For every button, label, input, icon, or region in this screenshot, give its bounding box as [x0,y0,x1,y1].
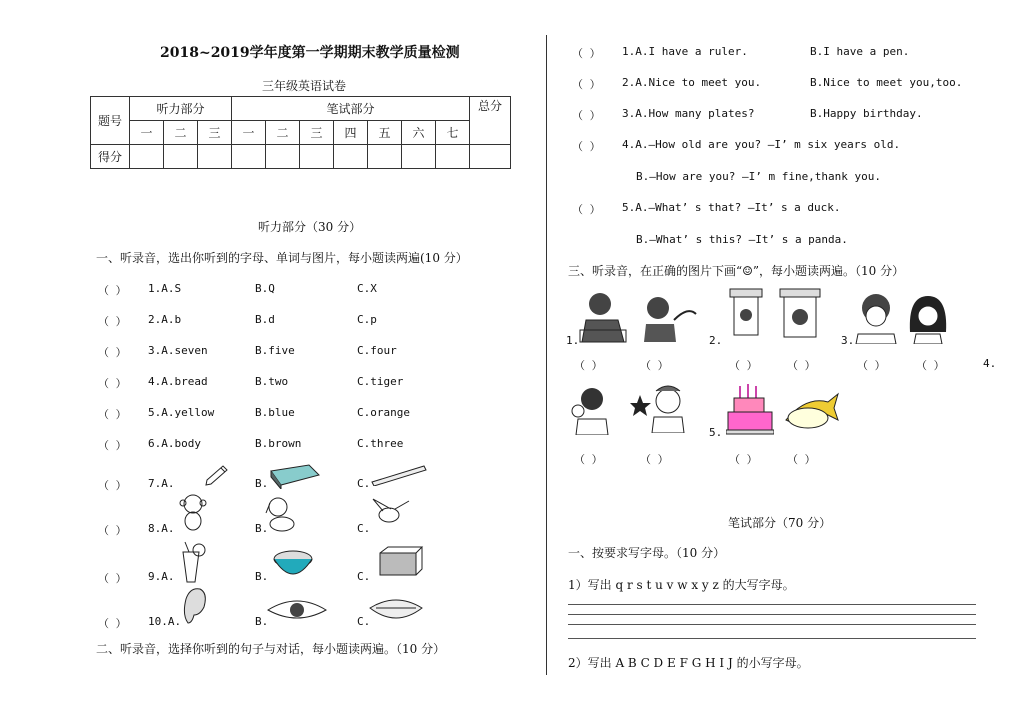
option-c: C. [357,570,371,583]
answer-blank[interactable]: （ ） [98,439,127,452]
birthday-cake-icon [726,382,774,436]
option-a: 8.A. [148,522,175,535]
option-a: 4.A.—How old are you? —I’ m six years old. [622,138,901,151]
option-a: 1.A.S [148,282,182,295]
answer-blank[interactable]: （ ） [98,524,127,537]
writing-title: 笔试部分（70 分） [728,516,832,530]
girl-smiling-icon [906,292,950,344]
score-col: 五 [368,121,402,145]
score-table-writing: 笔试部分 [232,97,470,121]
pic-label: 1. [566,334,580,347]
option-c: C.three [357,437,404,450]
mouth-icon [368,594,424,626]
option-a: 10.A. [148,615,182,628]
smiley-answer-blank[interactable]: （ ） [640,453,669,466]
rice-icon [272,549,314,579]
option-c: C. [357,615,371,628]
part2-title: 二、听录音，选择你听到的句子与对话，每小题读两遍。（10 分） [96,642,446,656]
smiley-answer-blank[interactable]: （ ） [916,359,945,372]
option-a: 4.A.bread [148,375,208,388]
boy-writing-icon [578,290,628,344]
answer-blank[interactable]: （ ） [98,315,127,328]
smiley-answer-blank[interactable]: （ ） [574,359,603,372]
score-cell[interactable] [232,145,266,169]
answer-blank[interactable]: （ ） [572,203,601,216]
answer-blank[interactable]: （ ） [98,284,127,297]
ear-icon [180,585,208,627]
bird-icon [369,497,411,527]
boy-waving-icon [640,290,700,344]
score-col: 六 [402,121,436,145]
score-cell[interactable] [300,145,334,169]
option-a: 7.A. [148,477,175,490]
option-b: B.blue [255,406,295,419]
option-b: B.five [255,344,295,357]
girl-at-door-icon [726,287,766,337]
option-c: C. [357,522,371,535]
writing-q2: 2）写出 A B C D E F G H I J 的小写字母。 [568,656,809,670]
score-row-label: 得分 [91,145,130,169]
page-title: 2018~2019学年度第一学期期末教学质量检测 [160,45,460,61]
score-cell[interactable] [164,145,198,169]
answer-blank[interactable]: （ ） [572,78,601,91]
answer-blank[interactable]: （ ） [572,140,601,153]
answer-blank[interactable]: （ ） [98,408,127,421]
part1-title: 一、听录音，选出你听到的字母、单词与图片，每小题读两遍(10 分） [96,251,468,265]
option-c: C.orange [357,406,410,419]
smiley-answer-blank[interactable]: （ ） [857,359,886,372]
option-b: B.brown [255,437,302,450]
fish-icon [782,390,840,434]
option-b: B.Happy birthday. [810,107,923,120]
writing-line[interactable] [568,614,976,615]
boy-eating-icon [570,385,612,435]
writing-line[interactable] [568,604,976,605]
option-a: 9.A. [148,570,175,583]
bread-icon [374,545,424,579]
option-b: B.—What’ s this? —It’ s a panda. [636,233,848,246]
page-subtitle: 三年级英语试卷 [262,79,347,93]
score-col: 一 [130,121,164,145]
option-b: B. [255,615,269,628]
smiley-answer-blank[interactable]: （ ） [787,453,816,466]
boy-with-star-icon [630,383,686,433]
option-b: B.—How are you? —I’ m fine,thank you. [636,170,882,183]
option-a: 3.A.seven [148,344,208,357]
option-b: B.Q [255,282,275,295]
score-col: 四 [334,121,368,145]
option-b: B. [255,477,269,490]
listening-title: 听力部分（30 分） [258,220,362,234]
score-cell[interactable] [436,145,470,169]
boy-smiling-icon [852,290,902,344]
writing-line[interactable] [568,638,976,639]
ruler-icon [370,464,428,486]
answer-blank[interactable]: （ ） [98,572,127,585]
score-cell[interactable] [130,145,164,169]
option-c: C.tiger [357,375,404,388]
option-a: 5.A.yellow [148,406,215,419]
option-b: B. [255,570,269,583]
score-cell[interactable] [368,145,402,169]
score-col: 一 [232,121,266,145]
option-b: B.I have a pen. [810,45,910,58]
score-table-total: 总分 [470,97,511,145]
smiley-answer-blank[interactable]: （ ） [729,453,758,466]
option-b: B.Nice to meet you,too. [810,76,963,89]
score-cell[interactable] [198,145,232,169]
score-table-listening: 听力部分 [130,97,232,121]
score-table-label: 题号 [91,97,130,145]
pic-label: 5. [709,426,723,439]
column-divider [546,35,547,675]
pic-label: 4. [983,357,997,370]
writing-line[interactable] [568,624,976,625]
part3-title: 三、听录音，在正确的图片下画“☺”，每小题读两遍。（10 分） [568,264,905,278]
option-a: 5.A.—What’ s that? —It’ s a duck. [622,201,841,214]
score-table [90,96,511,169]
eye-icon [266,596,328,624]
score-cell[interactable] [266,145,300,169]
juice-icon [177,540,207,584]
option-c: C.X [357,282,377,295]
option-c: C. [357,477,371,490]
option-b: B. [255,522,269,535]
option-a: 2.A.b [148,313,182,326]
option-a: 6.A.body [148,437,201,450]
smiley-answer-blank[interactable]: （ ） [787,359,816,372]
girl-at-window-icon [778,287,822,341]
score-cell[interactable] [334,145,368,169]
eraser-icon [269,463,321,489]
smiley-answer-blank[interactable]: （ ） [729,359,758,372]
score-cell[interactable] [470,145,511,169]
answer-blank[interactable]: （ ） [98,346,127,359]
option-c: C.four [357,344,397,357]
pic-label: 3. [841,334,855,347]
score-col: 二 [266,121,300,145]
pic-label: 2. [709,334,723,347]
answer-blank[interactable]: （ ） [98,377,127,390]
dog-icon [264,495,298,533]
option-c: C.p [357,313,377,326]
score-col: 二 [164,121,198,145]
answer-blank[interactable]: （ ） [572,109,601,122]
option-a: 1.A.I have a ruler. [622,45,748,58]
smiley-answer-blank[interactable]: （ ） [574,453,603,466]
monkey-icon [175,492,211,532]
answer-blank[interactable]: （ ） [98,617,127,630]
score-col: 七 [436,121,470,145]
score-cell[interactable] [402,145,436,169]
option-a: 3.A.How many plates? [622,107,755,120]
writing-q1: 1）写出 q r s t u v w x y z 的大写字母。 [568,578,795,592]
answer-blank[interactable]: （ ） [98,479,127,492]
option-b: B.two [255,375,289,388]
option-a: 2.A.Nice to meet you. [622,76,762,89]
pencil-icon [205,462,229,486]
answer-blank[interactable]: （ ） [572,47,601,60]
score-col: 三 [198,121,232,145]
writing-part1-title: 一、按要求写字母。（10 分） [568,546,726,560]
option-b: B.d [255,313,275,326]
smiley-answer-blank[interactable]: （ ） [640,359,669,372]
score-col: 三 [300,121,334,145]
